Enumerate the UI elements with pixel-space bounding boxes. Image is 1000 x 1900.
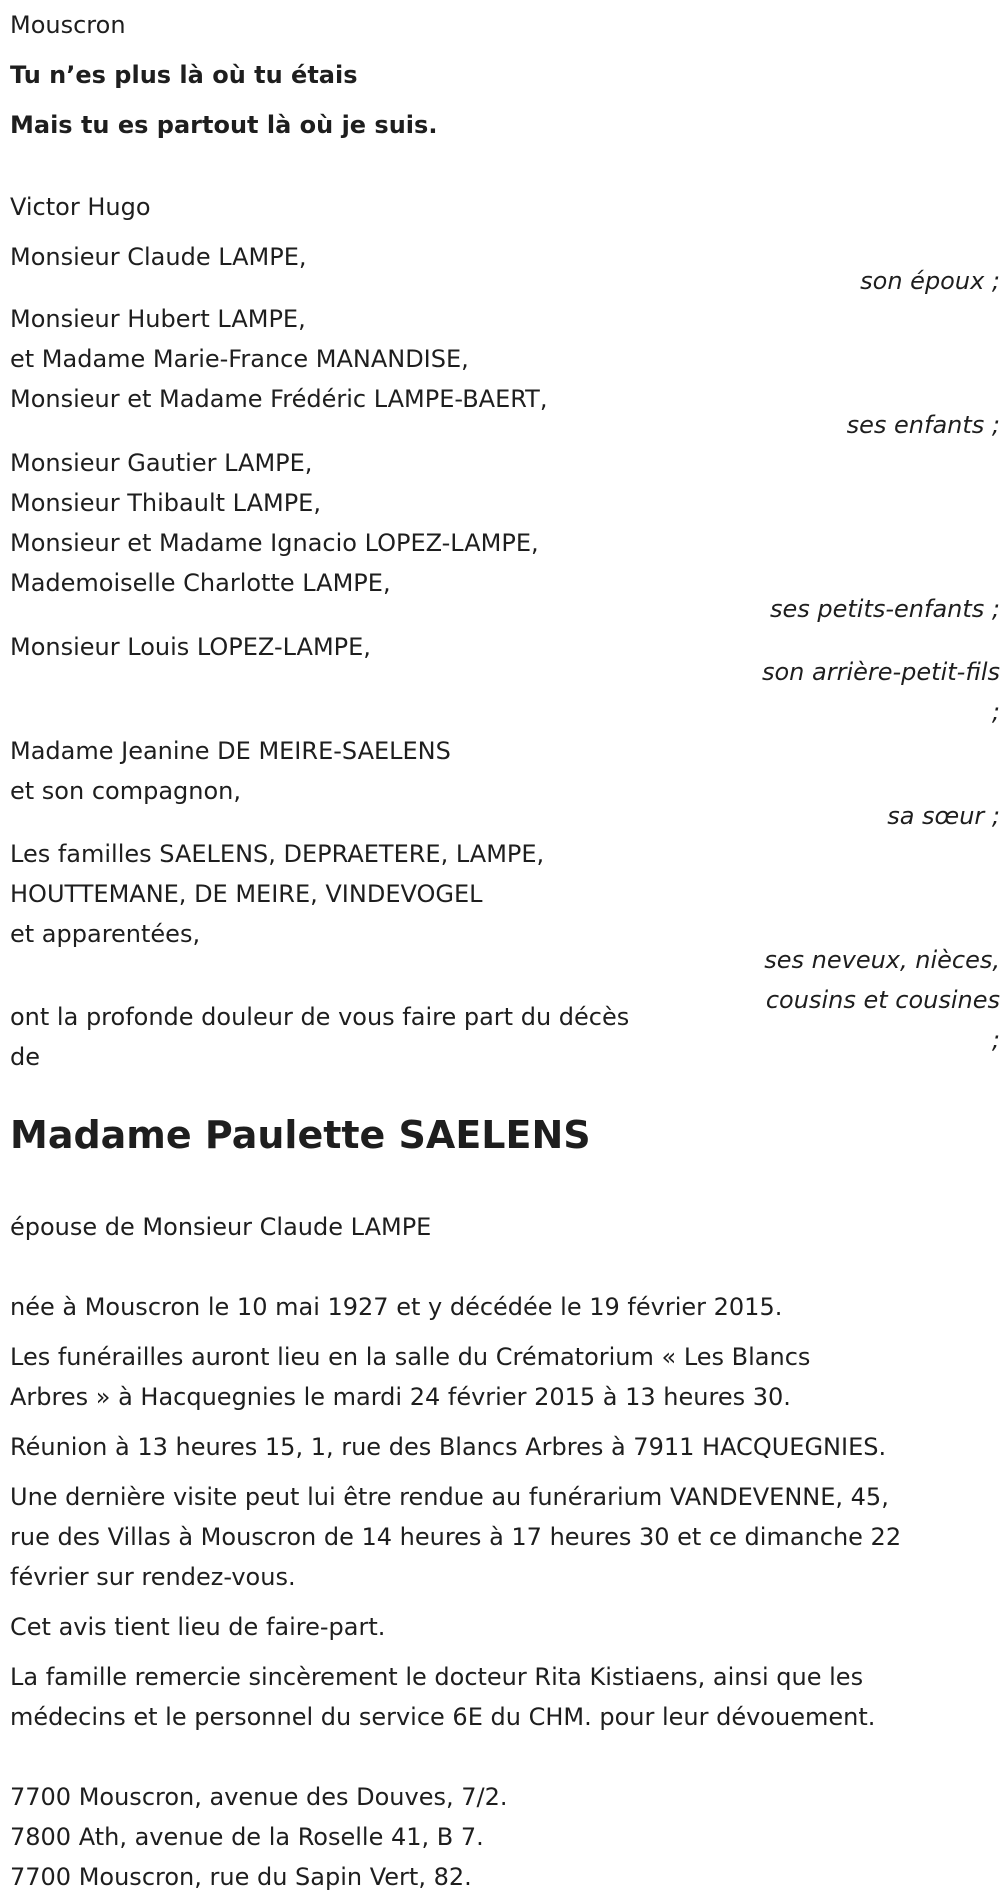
role-line: son arrière-petit-fils bbox=[761, 658, 1000, 686]
family-name-line: Les familles SAELENS, DEPRAETERE, LAMPE, bbox=[10, 840, 545, 868]
detail-line: rue des Villas à Mouscron de 14 heures à 17 heures 30 et ce dimanche 22 bbox=[10, 1523, 902, 1551]
detail-thanks bbox=[10, 1657, 995, 1737]
family-group-grandchildren bbox=[10, 443, 690, 603]
detail-line: médecins et le personnel du service 6E du CHM. pour leur dévouement. bbox=[10, 1703, 876, 1731]
detail-line: née à Mouscron le 10 mai 1927 et y décédée le 19 février 2015. bbox=[10, 1293, 783, 1321]
quote-author: Victor Hugo bbox=[10, 193, 151, 221]
family-group-spouse bbox=[10, 237, 690, 277]
city-heading: Mouscron bbox=[10, 11, 126, 39]
family-role-great-grandchild bbox=[720, 652, 1000, 732]
detail-line: Arbres » à Hacquegnies le mardi 24 février 2015 à 13 heures 30. bbox=[10, 1383, 791, 1411]
detail-line: La famille remercie sincèrement le docteur Rita Kistiaens, ainsi que les bbox=[10, 1663, 864, 1691]
spouse-line: épouse de Monsieur Claude LAMPE bbox=[10, 1213, 432, 1241]
detail-line: février sur rendez-vous. bbox=[10, 1563, 296, 1591]
family-name-line: Monsieur Gautier LAMPE, bbox=[10, 449, 313, 477]
family-name-line: Madame Jeanine DE MEIRE-SAELENS bbox=[10, 737, 451, 765]
family-role-grandchildren bbox=[720, 589, 1000, 629]
family-role-extended bbox=[720, 940, 1000, 1060]
role-line: ; bbox=[991, 1026, 1000, 1054]
role-line: ses neveux, nièces, bbox=[764, 946, 1000, 974]
family-name-line: Monsieur et Madame Ignacio LOPEZ-LAMPE, bbox=[10, 529, 539, 557]
detail-line: Une dernière visite peut lui être rendue au funérarium VANDEVENNE, 45, bbox=[10, 1483, 889, 1511]
detail-birth-death bbox=[10, 1287, 995, 1327]
detail-funeral bbox=[10, 1337, 995, 1417]
family-name-line: HOUTTEMANE, DE MEIRE, VINDEVOGEL bbox=[10, 880, 483, 908]
address-list bbox=[10, 1777, 995, 1897]
detail-line: Cet avis tient lieu de faire-part. bbox=[10, 1613, 386, 1641]
family-name-line: Monsieur et Madame Frédéric LAMPE-BAERT, bbox=[10, 385, 548, 413]
role-line: sa sœur ; bbox=[887, 802, 1000, 830]
family-group-sister bbox=[10, 731, 690, 811]
family-group-children bbox=[10, 299, 690, 419]
family-name-line: Monsieur Louis LOPEZ-LAMPE, bbox=[10, 633, 371, 661]
family-name-line: et apparentées, bbox=[10, 920, 201, 948]
address-line: 7700 Mouscron, avenue des Douves, 7/2. bbox=[10, 1783, 508, 1811]
family-role-children bbox=[720, 405, 1000, 445]
role-line: ses petits-enfants ; bbox=[769, 595, 1000, 623]
role-line: ses enfants ; bbox=[846, 411, 1000, 439]
announcement-line: de bbox=[10, 1043, 40, 1071]
detail-line: Réunion à 13 heures 15, 1, rue des Blancs Arbres à 7911 HACQUEGNIES. bbox=[10, 1433, 887, 1461]
role-line: cousins et cousines bbox=[765, 986, 1000, 1014]
deceased-name: Madame Paulette SAELENS bbox=[10, 1113, 591, 1157]
address-line: 7700 Mouscron, rue du Sapin Vert, 82. bbox=[10, 1863, 472, 1891]
announcement-text bbox=[10, 997, 690, 1077]
family-name-line: Monsieur Claude LAMPE, bbox=[10, 243, 307, 271]
address-line: 7800 Ath, avenue de la Roselle 41, B 7. bbox=[10, 1823, 484, 1851]
family-group-extended bbox=[10, 834, 690, 954]
quote-line-2: Mais tu es partout là où je suis. bbox=[10, 111, 438, 139]
family-name-line: et son compagnon, bbox=[10, 777, 241, 805]
detail-notice bbox=[10, 1607, 995, 1647]
family-name-line: Monsieur Thibault LAMPE, bbox=[10, 489, 321, 517]
quote-line-1: Tu n’es plus là où tu étais bbox=[10, 61, 358, 89]
family-role-spouse bbox=[720, 261, 1000, 301]
role-line: son époux ; bbox=[860, 267, 1000, 295]
detail-visit bbox=[10, 1477, 995, 1597]
family-name-line: et Madame Marie-France MANANDISE, bbox=[10, 345, 469, 373]
role-line: ; bbox=[991, 698, 1000, 726]
detail-line: Les funérailles auront lieu en la salle du Crématorium « Les Blancs bbox=[10, 1343, 811, 1371]
family-name-line: Mademoiselle Charlotte LAMPE, bbox=[10, 569, 391, 597]
announcement-line: ont la profonde douleur de vous faire part du décès bbox=[10, 1003, 630, 1031]
family-name-line: Monsieur Hubert LAMPE, bbox=[10, 305, 306, 333]
family-role-sister bbox=[720, 796, 1000, 836]
detail-meeting bbox=[10, 1427, 995, 1467]
family-group-great-grandchild bbox=[10, 627, 690, 667]
